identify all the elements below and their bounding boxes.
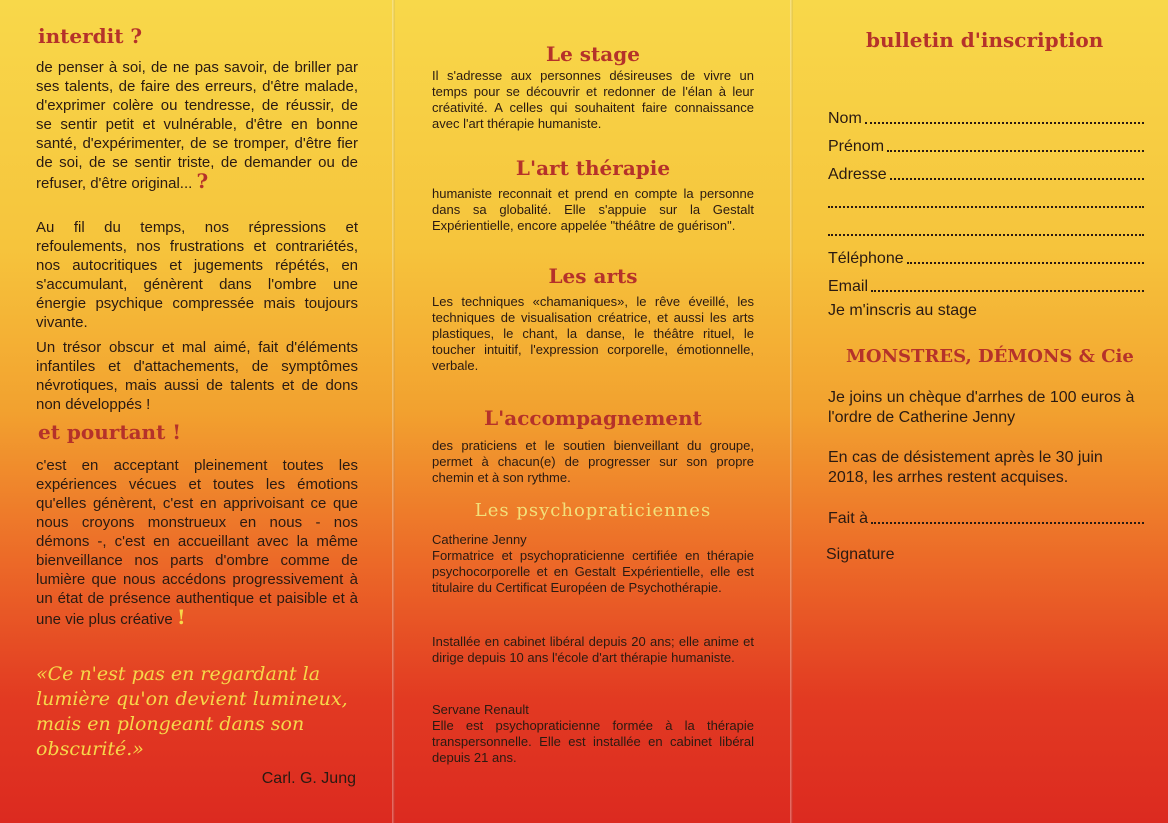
fill-line[interactable]: [865, 122, 1144, 124]
heading-psychopraticiennes: Les psychopraticiennes: [474, 500, 712, 521]
heading-accompagnement: L'accompagnement: [484, 406, 702, 430]
bio-servane: Elle est psychopraticienne formée à la thérapie transpersonnelle. Elle est installée en cabinet libéral depuis 21 ans.: [432, 718, 754, 765]
field-label: Fait à: [828, 510, 869, 527]
field-email[interactable]: [828, 274, 1144, 296]
quote-author: Carl. G. Jung: [261, 770, 356, 787]
field-label: Prénom: [828, 138, 885, 155]
field-adresse-3[interactable]: [828, 218, 1144, 240]
fill-line[interactable]: [828, 206, 1144, 208]
desistement-text: En cas de désistement après le 30 juin 2018, les arrhes restent acquises.: [828, 449, 1103, 486]
exclamation-mark: !: [176, 605, 186, 629]
name-servane: Servane Renault: [432, 702, 529, 717]
heading-art-therapie: L'art thérapie: [515, 156, 671, 180]
form-title: bulletin d'inscription: [866, 28, 1104, 52]
bio-catherine: Formatrice et psychopraticienne certifiée en thérapie psychocorporelle et en Gestalt Expérientielle, elle est titulaire du Certificat Européen de Psychothérapie.: [432, 548, 754, 595]
stage-title: MONSTRES, DÉMONS & Cie: [846, 346, 1134, 367]
jung-quote: «Ce n'est pas en regardant la lumière qu'on devient lumineux, mais en plongeant dans son obscurité.»: [36, 663, 348, 760]
field-label: Nom: [828, 110, 862, 127]
field-telephone[interactable]: [828, 246, 1144, 268]
left-panel: [36, 0, 358, 823]
cheque-text: Je joins un chèque d'arrhes de 100 euros à l'ordre de Catherine Jenny: [828, 389, 1135, 426]
fold-line: [790, 0, 793, 823]
field-nom[interactable]: [828, 106, 1144, 128]
field-adresse-2[interactable]: [828, 190, 1144, 212]
field-label: Email: [828, 278, 869, 295]
field-fait-a[interactable]: [828, 506, 1144, 528]
field-label: Téléphone: [828, 250, 904, 267]
heading-le-stage: Le stage: [546, 42, 640, 66]
paragraph-art-therapie: humaniste reconnait et prend en compte la personne dans sa globalité. Elle s'appuie sur la Gestalt Expérientielle, encore appelée "théâtre de guérison".: [432, 186, 754, 233]
inscription-line: Je m'inscris au stage: [828, 302, 977, 319]
paragraph-les-arts: Les techniques «chamaniques», le rêve éveillé, les techniques de visualisation créatrice, et aussi les arts plastiques, le chant, la danse, le théâtre rituel, le toucher intuitif, l'expression corporelle, émotionnelle, verbale.: [432, 294, 754, 373]
field-label: Adresse: [828, 166, 887, 183]
field-prenom[interactable]: [828, 134, 1144, 156]
right-panel: [826, 0, 1148, 823]
name-catherine: Catherine Jenny: [432, 532, 527, 547]
heading-les-arts: Les arts: [548, 264, 638, 288]
fold-line: [392, 0, 395, 823]
signature-label: Signature: [826, 546, 895, 563]
heading-interdit: interdit ?: [38, 24, 143, 48]
paragraph-tresor: Un trésor obscur et mal aimé, fait d'éléments infantiles et d'attachements, de symptômes névrotiques, mais aussi de talents et de dons non développés !: [36, 339, 358, 413]
paragraph-repressions: Au fil du temps, nos répressions et refoulements, nos frustrations et contrariétés, nos autocritiques et jugements répétés, en s'accumulant, génèrent dans l'ombre une énergie psychique compressée mais toujours vivante.: [36, 219, 358, 331]
question-mark: ?: [196, 169, 209, 193]
paragraph-text: c'est en acceptant pleinement toutes les expériences vécues et toutes les émotions qu'elles génèrent, c'est en apprivoisant ce que nous croyons monstrueux en nous - nos démons -, c'est en accueillant avec la même bienveillance nos parts d'ombre comme de lumière que nous accédons progressivement à un état de présence authentique et paisible et à une vie plus créative: [36, 457, 358, 628]
paragraph-interdit: [36, 58, 358, 193]
heading-et-pourtant: et pourtant !: [38, 420, 182, 444]
paragraph-pourtant: [36, 456, 358, 629]
paragraph-stage: Il s'adresse aux personnes désireuses de vivre un temps pour se découvrir et redonner de l'élan à leur créativité. A celles qui souhaitent faire connaissance avec l'art thérapie humaniste.: [432, 68, 754, 131]
bio-catherine-2: Installée en cabinet libéral depuis 20 ans; elle anime et dirige depuis 10 ans l'école d'art thérapie humaniste.: [432, 634, 754, 665]
fill-line[interactable]: [887, 150, 1144, 152]
fill-line[interactable]: [890, 178, 1144, 180]
fill-line[interactable]: [907, 262, 1144, 264]
registration-form: [828, 106, 1144, 320]
paragraph-accompagnement: des praticiens et le soutien bienveillant du groupe, permet à chacun(e) de progresser sur son propre chemin et à son rythme.: [432, 438, 754, 485]
paragraph-text: de penser à soi, de ne pas savoir, de briller par ses talents, de faire des erreurs, d'être malade, d'exprimer colère ou tendresse, de réussir, de se sentir petit et vulnérable, d'être en bonne santé, d'expérimenter, de se tromper, d'être fier de soi, de se sentir triste, de demander ou de refuser, d'être original...: [36, 59, 358, 192]
fill-line[interactable]: [871, 522, 1144, 524]
middle-panel: [432, 0, 754, 823]
fill-line[interactable]: [871, 290, 1144, 292]
fill-line[interactable]: [828, 234, 1144, 236]
field-adresse[interactable]: [828, 162, 1144, 184]
